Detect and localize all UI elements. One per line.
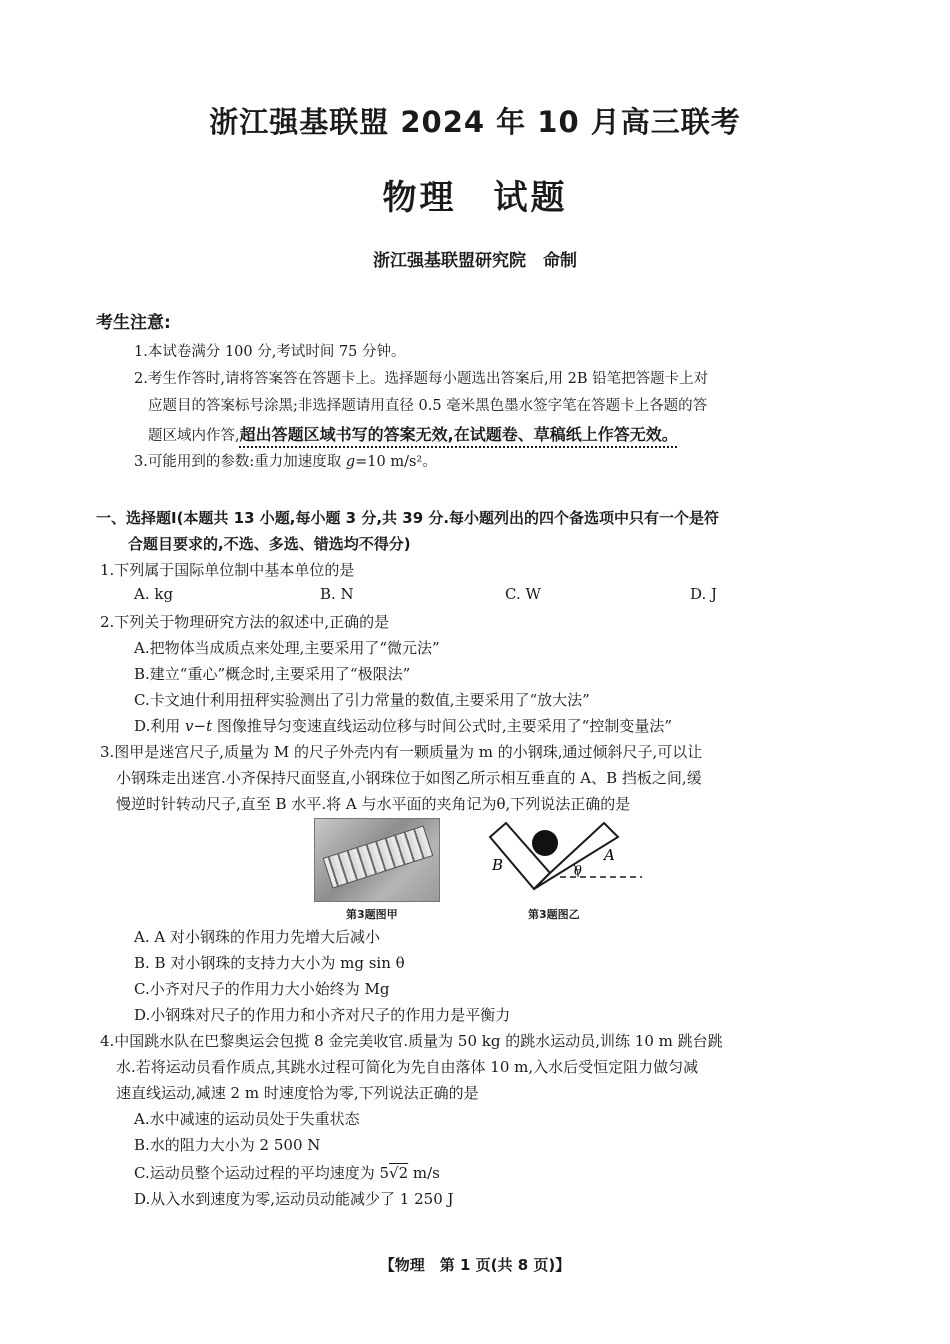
figure-3b-caption: 第3题图乙 bbox=[528, 908, 580, 921]
q2-option-d bbox=[134, 715, 672, 736]
q4-option-c bbox=[134, 1162, 440, 1183]
exam-title: 浙江强基联盟 2024 年 10 月高三联考 bbox=[209, 105, 741, 139]
notice-item-1: 1.本试卷满分 100 分,考试时间 75 分钟。 bbox=[134, 344, 406, 360]
q2-option-d-prefix: D.利用 bbox=[134, 717, 186, 735]
section-1-heading-line-1: 一、选择题Ⅰ(本题共 13 小题,每小题 3 分,共 39 分.每小题列出的四个备选项中只有一个是符 bbox=[96, 509, 720, 527]
notice-item-2-line-2: 应题目的答案标号涂黑;非选择题请用直径 0.5 毫米黑色墨水签字笔在答题卡上各题的答 bbox=[148, 398, 708, 414]
q2-option-d-rest: 图像推导匀变速直线运动位移与时间公式时,主要采用了“控制变量法” bbox=[212, 717, 673, 735]
q4-option-d: D.从入水到速度为零,运动员动能减少了 1 250 J bbox=[134, 1190, 454, 1208]
gravity-symbol: g bbox=[345, 454, 356, 470]
notice-heading: 考生注意: bbox=[96, 313, 171, 333]
q1-option-d: D. J bbox=[690, 585, 718, 603]
time-symbol: t bbox=[206, 717, 213, 735]
subject-title: 物理 试题 bbox=[382, 178, 568, 218]
section-1-heading-line-2: 合题目要求的,不选、多选、错选均不得分) bbox=[128, 535, 411, 553]
q4-option-c-unit: m/s bbox=[408, 1164, 440, 1182]
maze-ruler-photo bbox=[314, 818, 440, 902]
q3-stem-line-1: 3.图甲是迷宫尺子,质量为 M 的尺子外壳内有一颗质量为 m 的小钢珠,通过倾斜尺子,可以让 bbox=[100, 743, 703, 761]
q1-option-a: A. kg bbox=[134, 585, 174, 603]
q1-option-c: C. W bbox=[505, 585, 541, 603]
notice-item-3 bbox=[134, 450, 437, 471]
vt-dash: − bbox=[193, 717, 207, 735]
q3-option-b: B. B 对小钢珠的支持力大小为 mg sin θ bbox=[134, 954, 405, 972]
q4-stem-line-1: 4.中国跳水队在巴黎奥运会包揽 8 金完美收官.质量为 50 kg 的跳水运动员,训练 10 m 跳台跳 bbox=[100, 1032, 723, 1050]
q2-option-c: C.卡文迪什利用扭秤实验测出了引力常量的数值,主要采用了“放大法” bbox=[134, 691, 590, 709]
q3-option-a: A. A 对小钢珠的作用力先增大后减小 bbox=[134, 928, 380, 946]
q1-option-b: B. N bbox=[320, 585, 354, 603]
sqrt-two: √2 bbox=[389, 1164, 409, 1182]
label-theta: θ bbox=[574, 864, 582, 879]
q4-stem-line-2: 水.若将运动员看作质点,其跳水过程可简化为先自由落体 10 m,入水后受恒定阻力做匀减 bbox=[116, 1058, 699, 1076]
q3-stem-line-3: 慢逆时针转动尺子,直至 B 水平.将 A 与水平面的夹角记为θ,下列说法正确的是 bbox=[116, 795, 631, 813]
label-b: B bbox=[492, 856, 504, 874]
q2-option-a: A.把物体当成质点来处理,主要采用了“微元法” bbox=[134, 639, 440, 657]
q3-option-c: C.小齐对尺子的作用力大小始终为 Mg bbox=[134, 980, 390, 998]
gravity-value: =10 m/s²。 bbox=[355, 454, 437, 470]
notice-item-2-line-3-plain: 题区域内作答, bbox=[148, 428, 240, 444]
notice-item-2-line-1: 2.考生作答时,请将答案答在答题卡上。选择题每小题选出答案后,用 2B 铅笔把答题卡上对 bbox=[134, 371, 709, 387]
velocity-symbol: v bbox=[185, 717, 194, 735]
figure-3a-caption: 第3题图甲 bbox=[346, 908, 398, 921]
maze-ruler-strip bbox=[323, 825, 434, 888]
label-a: A bbox=[604, 846, 615, 864]
q3-stem-line-2: 小钢珠走出迷宫.小齐保持尺面竖直,小钢珠位于如图乙所示相互垂直的 A、B 挡板之间,缓 bbox=[116, 769, 702, 787]
q2-option-b: B.建立“重心”概念时,主要采用了“极限法” bbox=[134, 665, 411, 683]
q2-stem: 2.下列关于物理研究方法的叙述中,正确的是 bbox=[100, 613, 390, 631]
q4-option-b: B.水的阻力大小为 2 500 N bbox=[134, 1136, 321, 1154]
exam-maker: 浙江强基联盟研究院 命制 bbox=[373, 251, 577, 271]
page-footer: 【物理 第 1 页(共 8 页)】 bbox=[379, 1256, 571, 1274]
q4-option-a: A.水中减速的运动员处于失重状态 bbox=[134, 1110, 360, 1128]
notice-item-2-line-3 bbox=[148, 422, 678, 445]
q4-stem-line-3: 速直线运动,减速 2 m 时速度恰为零,下列说法正确的是 bbox=[116, 1084, 479, 1102]
figure-3b-diagram bbox=[480, 815, 650, 905]
q4-option-c-text: C.运动员整个运动过程的平均速度为 5 bbox=[134, 1164, 390, 1182]
notice-warning-emphasis: 超出答题区域书写的答案无效,在试题卷、草稿纸上作答无效。 bbox=[239, 425, 678, 444]
steel-ball bbox=[532, 830, 558, 856]
q3-option-d: D.小钢珠对尺子的作用力和小齐对尺子的作用力是平衡力 bbox=[134, 1006, 511, 1024]
q1-stem: 1.下列属于国际单位制中基本单位的是 bbox=[100, 561, 355, 579]
notice-item-3-text: 3.可能用到的参数:重力加速度取 bbox=[134, 454, 346, 470]
